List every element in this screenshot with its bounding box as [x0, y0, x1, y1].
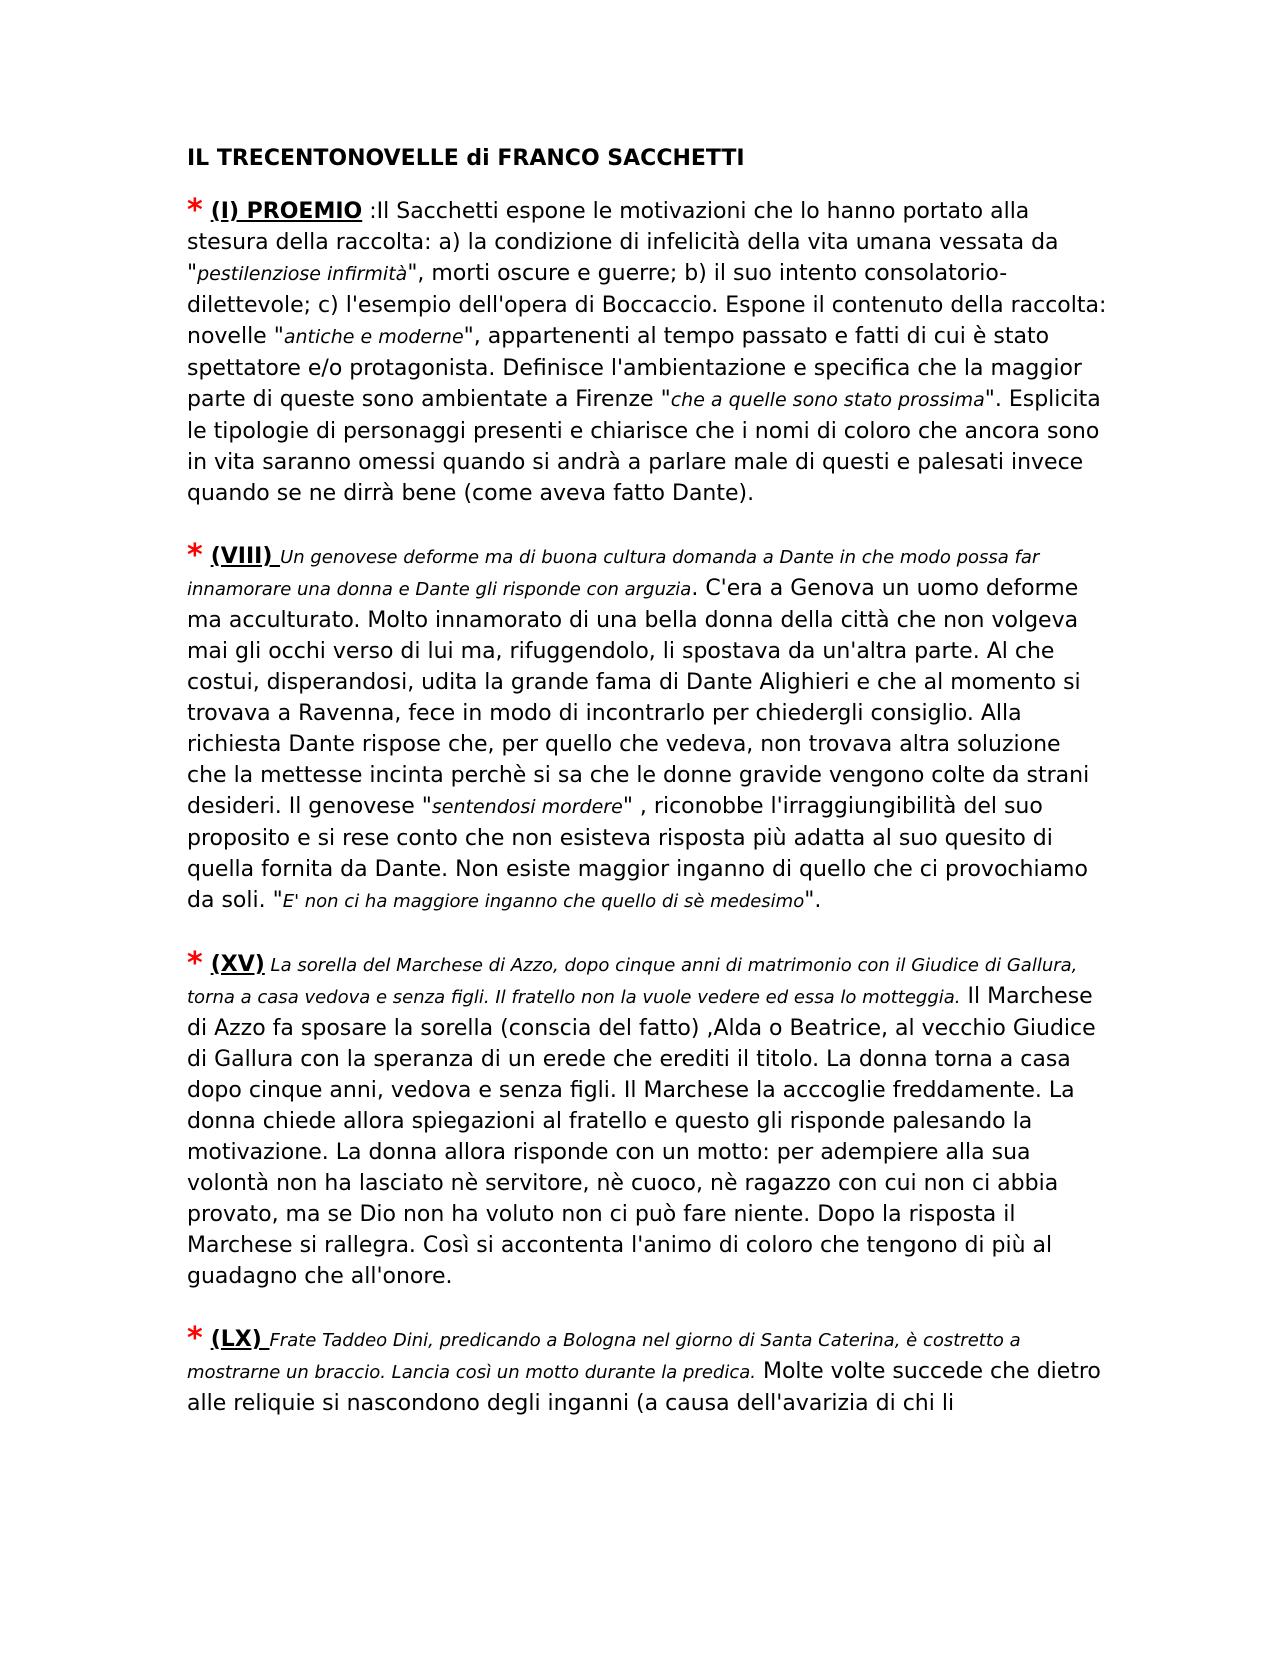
quote-text: sentendosi mordere [431, 796, 623, 818]
section-heading: (XV) [210, 952, 265, 977]
section-heading: (I) PROEMIO [210, 199, 363, 224]
section-proemio [187, 195, 1107, 509]
asterisk-icon: * [187, 1321, 203, 1356]
section-text: :Il Sacchetti espone le motivazioni che lo hanno portato alla stesura della raccolta: a) la condizione di infelicità della vita umana vessata da " [187, 199, 1059, 286]
quote-text: E' non ci ha maggiore inganno che quello di sè medesimo [282, 891, 805, 912]
section-heading: (VIII) [210, 544, 281, 569]
asterisk-icon: * [187, 538, 203, 573]
section-text: ", morti oscure e guerre; b) il suo intento consolatorio-dilettevole; c) l'esempio dell'opera di Boccaccio. Espone il contenuto della raccolta: novelle " [187, 261, 1107, 349]
asterisk-icon: * [187, 946, 203, 981]
quote-text: pestilenziose infirmità [197, 263, 408, 285]
section-heading: (LX) [210, 1327, 270, 1352]
section-viii [187, 540, 1107, 917]
section-text: . C'era a Genova un uomo deforme ma acculturato. Molto innamorato di una bella donna della città che non volgeva mai gli occhi verso di lui ma, rifuggendolo, li spostava da un'altra parte. Al che costui, disperandosi, udita la grande fama di Dante Alighieri e che al momento si trovava a Ravenna, fece in modo di incontrarlo per chiedergli consiglio. Alla richiesta Dante rispose che, per quello che vedeva, non trovava altra soluzione che la mettesse incinta perchè si sa che le donne gravide vengono colte da strani desideri. Il genovese " [187, 576, 1090, 819]
asterisk-icon: * [187, 193, 203, 228]
section-text: " , riconobbe l'irraggiungibilità del suo proposito e si rese conto che non esisteva risposta più adatta al suo quesito di quella fornita da Dante. Non esiste maggior inganno di quello che ci provochiamo da soli. " [187, 794, 1088, 913]
document-title: IL TRECENTONOVELLE di FRANCO SACCHETTI [187, 146, 745, 171]
section-summary: Un genovese deforme ma di buona cultura domanda a Dante in che modo possa far innamorare una donna e Dante gli risponde con arguzia [187, 547, 1040, 600]
section-text: Molte volte succede che dietro alle reliquie si nascondono degli inganni (a causa dell'avarizia di chi li [187, 1359, 1101, 1416]
section-text: ". [804, 888, 822, 913]
quote-text: che a quelle sono stato prossima [670, 389, 985, 411]
section-summary: La sorella del Marchese di Azzo, dopo cinque anni di matrimonio con il Giudice di Gallura, torna a casa vedova e senza figli. Il fratello non la vuole vedere ed essa lo motteggia. [187, 955, 1078, 1008]
section-summary: Frate Taddeo Dini, predicando a Bologna nel giorno di Santa Caterina, è costretto a mostrarne un braccio. Lancia così un motto durante la predica. [187, 1330, 1021, 1383]
section-xv [187, 948, 1107, 1292]
quote-text: antiche e moderne [283, 326, 464, 348]
document-body [187, 144, 1107, 1450]
section-text: ", appartenenti al tempo passato e fatti di cui è stato spettatore e/o protagonista. Definisce l'ambientazione e specifica che la maggior parte di queste sono ambientate a Firenze " [187, 324, 1082, 412]
section-lx [187, 1323, 1107, 1419]
section-text: Il Marchese di Azzo fa sposare la sorella (conscia del fatto) ,Alda o Beatrice, al vecchio Giudice di Gallura con la speranza di un erede che erediti il titolo. La donna torna a casa dopo cinque anni, vedova e senza figli. Il Marchese la acccoglie freddamente. La donna chiede allora spiegazioni al fratello e questo gli risponde palesando la motivazione. La donna allora risponde con un motto: per adempiere alla sua volontà non ha lasciato nè servitore, nè cuoco, nè ragazzo con cui non ci abbia provato, ma se Dio non ha voluto non ci può fare niente. Dopo la risposta il Marchese si rallegra. Così si accontenta l'animo di coloro che tengono di più al guadagno che all'onore. [187, 984, 1096, 1289]
section-text: ". Esplicita le tipologie di personaggi presenti e chiarisce che i nomi di coloro che ancora sono in vita saranno omessi quando si andrà a parlare male di questi e palesati invece quando se ne dirrà bene (come aveva fatto Dante). [187, 387, 1101, 506]
